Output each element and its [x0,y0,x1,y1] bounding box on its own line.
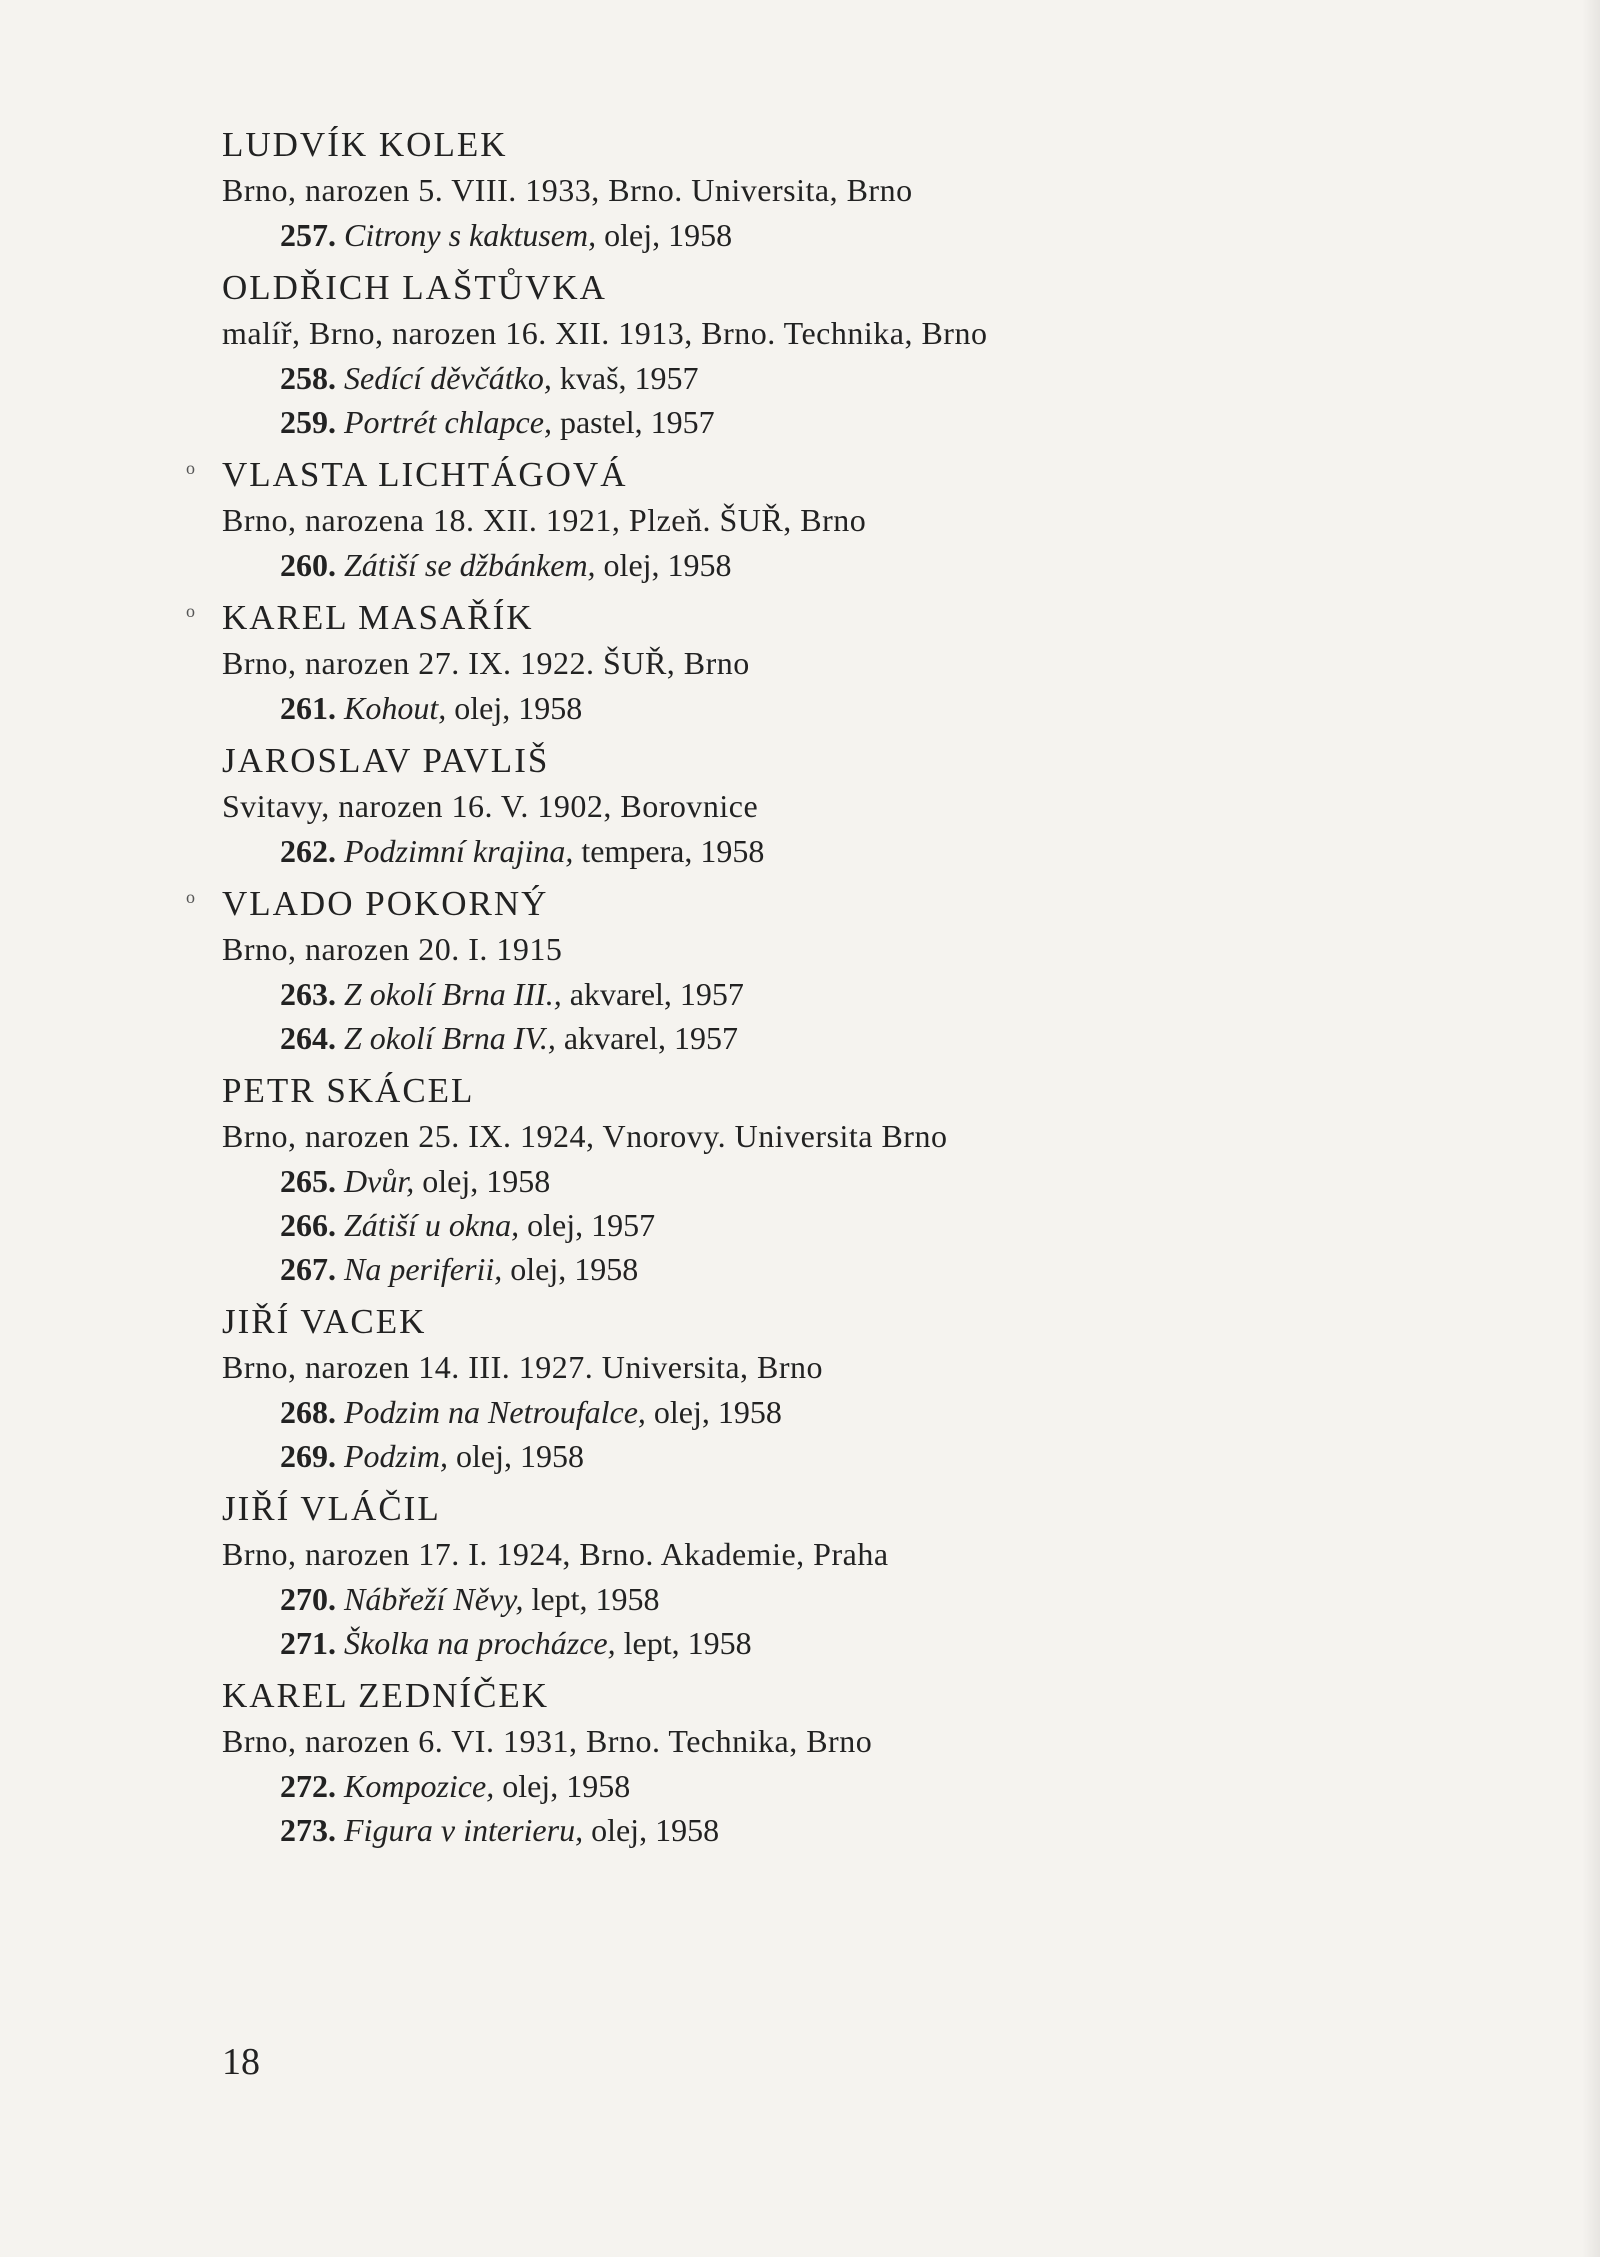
artwork-item [222,1621,1422,1665]
artwork-details: olej, 1958 [494,1768,631,1804]
artwork-number: 270. [280,1581,336,1617]
artwork-number: 262. [280,833,336,869]
artwork-details: tempera, 1958 [573,833,765,869]
artist-entry [186,881,1422,1068]
artist-info: Brno, narozen 25. IX. 1924, Vnorovy. Universita Brno [222,1118,948,1154]
artwork-number: 260. [280,547,336,583]
artwork-title: Zátiší u okna, [344,1207,520,1243]
artwork-item [222,543,1422,587]
artwork-item [222,1434,1422,1478]
artwork-number: 269. [280,1438,336,1474]
artwork-item [222,400,1422,444]
artwork-item [222,1577,1422,1621]
artwork-item [222,1808,1422,1852]
artwork-item [222,972,1422,1016]
artwork-number: 271. [280,1625,336,1661]
artwork-number: 268. [280,1394,336,1430]
artwork-title: Školka na procházce, [344,1625,616,1661]
artwork-title: Kohout, [344,690,447,726]
artwork-title: Z okolí Brna III., [344,976,562,1012]
artwork-item [222,1247,1422,1291]
artwork-title: Sedící děvčátko, [344,360,552,396]
artwork-title: Podzim na Netroufalce, [344,1394,646,1430]
artwork-title: Kompozice, [344,1768,495,1804]
artist-name: JAROSLAV PAVLIŠ [222,741,550,780]
artwork-item [222,1016,1422,1060]
artwork-number: 273. [280,1812,336,1848]
artwork-details: olej, 1958 [595,547,732,583]
artwork-title: Nábřeží Něvy, [344,1581,524,1617]
margin-mark: o [186,458,195,478]
artist-name: LUDVÍK KOLEK [222,125,508,164]
artwork-item [222,213,1422,257]
artist-entry [222,265,1422,452]
artwork-item [222,1764,1422,1808]
artist-name: JIŘÍ VLÁČIL [222,1489,441,1528]
artwork-title: Figura v interieru, [344,1812,584,1848]
artwork-details: olej, 1958 [645,1394,782,1430]
artist-name: JIŘÍ VACEK [222,1302,427,1341]
artist-info: Brno, narozen 17. I. 1924, Brno. Akademie, Praha [222,1536,889,1572]
artwork-details: olej, 1958 [414,1163,551,1199]
artwork-item [222,356,1422,400]
artist-name: OLDŘICH LAŠTŮVKA [222,268,607,307]
artwork-details: olej, 1958 [596,217,733,253]
artwork-details: kvaš, 1957 [551,360,699,396]
artist-info: Brno, narozen 27. IX. 1922. ŠUŘ, Brno [222,645,750,681]
artwork-number: 263. [280,976,336,1012]
artwork-number: 257. [280,217,336,253]
artwork-number: 258. [280,360,336,396]
artwork-number: 259. [280,404,336,440]
artist-entry [222,122,1422,265]
artist-entry [186,452,1422,595]
margin-mark: o [186,601,195,621]
artwork-details: lept, 1958 [615,1625,752,1661]
artist-entry [222,1068,1422,1299]
artist-info: Svitavy, narozen 16. V. 1902, Borovnice [222,788,759,824]
artwork-item [222,1203,1422,1247]
artwork-item [222,829,1422,873]
artwork-title: Zátiší se džbánkem, [344,547,596,583]
artwork-details: olej, 1958 [502,1251,639,1287]
artist-name: PETR SKÁCEL [222,1071,475,1110]
artist-info: Brno, narozena 18. XII. 1921, Plzeň. ŠUŘ, Brno [222,502,867,538]
artwork-number: 272. [280,1768,336,1804]
margin-mark: o [186,887,195,907]
artist-info: Brno, narozen 6. VI. 1931, Brno. Technika, Brno [222,1723,873,1759]
artwork-number: 261. [280,690,336,726]
artwork-details: olej, 1958 [446,690,583,726]
artwork-title: Na periferii, [344,1251,503,1287]
artist-name: KAREL MASAŘÍK [222,598,534,637]
artist-name: VLASTA LICHTÁGOVÁ [222,455,628,494]
artwork-title: Dvůr, [344,1163,415,1199]
artist-list [186,122,1422,1860]
artwork-details: pastel, 1957 [551,404,715,440]
artwork-item [222,686,1422,730]
artwork-title: Podzim, [344,1438,448,1474]
artist-name: VLADO POKORNÝ [222,884,549,923]
artist-info: malíř, Brno, narozen 16. XII. 1913, Brno. Technika, Brno [222,315,988,351]
artwork-title: Portrét chlapce, [344,404,552,440]
artwork-number: 266. [280,1207,336,1243]
artist-entry [222,1673,1422,1860]
artist-info: Brno, narozen 14. III. 1927. Universita, Brno [222,1349,824,1385]
artist-entry [222,1299,1422,1486]
page-number: 18 [222,2041,260,2083]
artwork-details: olej, 1958 [448,1438,584,1474]
artwork-details: akvarel, 1957 [555,1020,739,1056]
artwork-item [222,1159,1422,1203]
artwork-number: 267. [280,1251,336,1287]
artwork-item [222,1390,1422,1434]
artwork-number: 264. [280,1020,336,1056]
artist-name: KAREL ZEDNÍČEK [222,1676,550,1715]
artist-entry [222,738,1422,881]
artwork-title: Z okolí Brna IV., [344,1020,556,1056]
artist-info: Brno, narozen 5. VIII. 1933, Brno. Universita, Brno [222,172,913,208]
artwork-details: lept, 1958 [523,1581,660,1617]
artwork-title: Citrony s kaktusem, [344,217,597,253]
artwork-number: 265. [280,1163,336,1199]
artwork-details: akvarel, 1957 [561,976,744,1012]
page-edge-shadow [1582,0,1600,2257]
artwork-details: olej, 1957 [519,1207,656,1243]
artist-entry [186,595,1422,738]
artist-entry [222,1486,1422,1673]
artwork-details: olej, 1958 [583,1812,720,1848]
artist-info: Brno, narozen 20. I. 1915 [222,931,563,967]
artwork-title: Podzimní krajina, [344,833,574,869]
